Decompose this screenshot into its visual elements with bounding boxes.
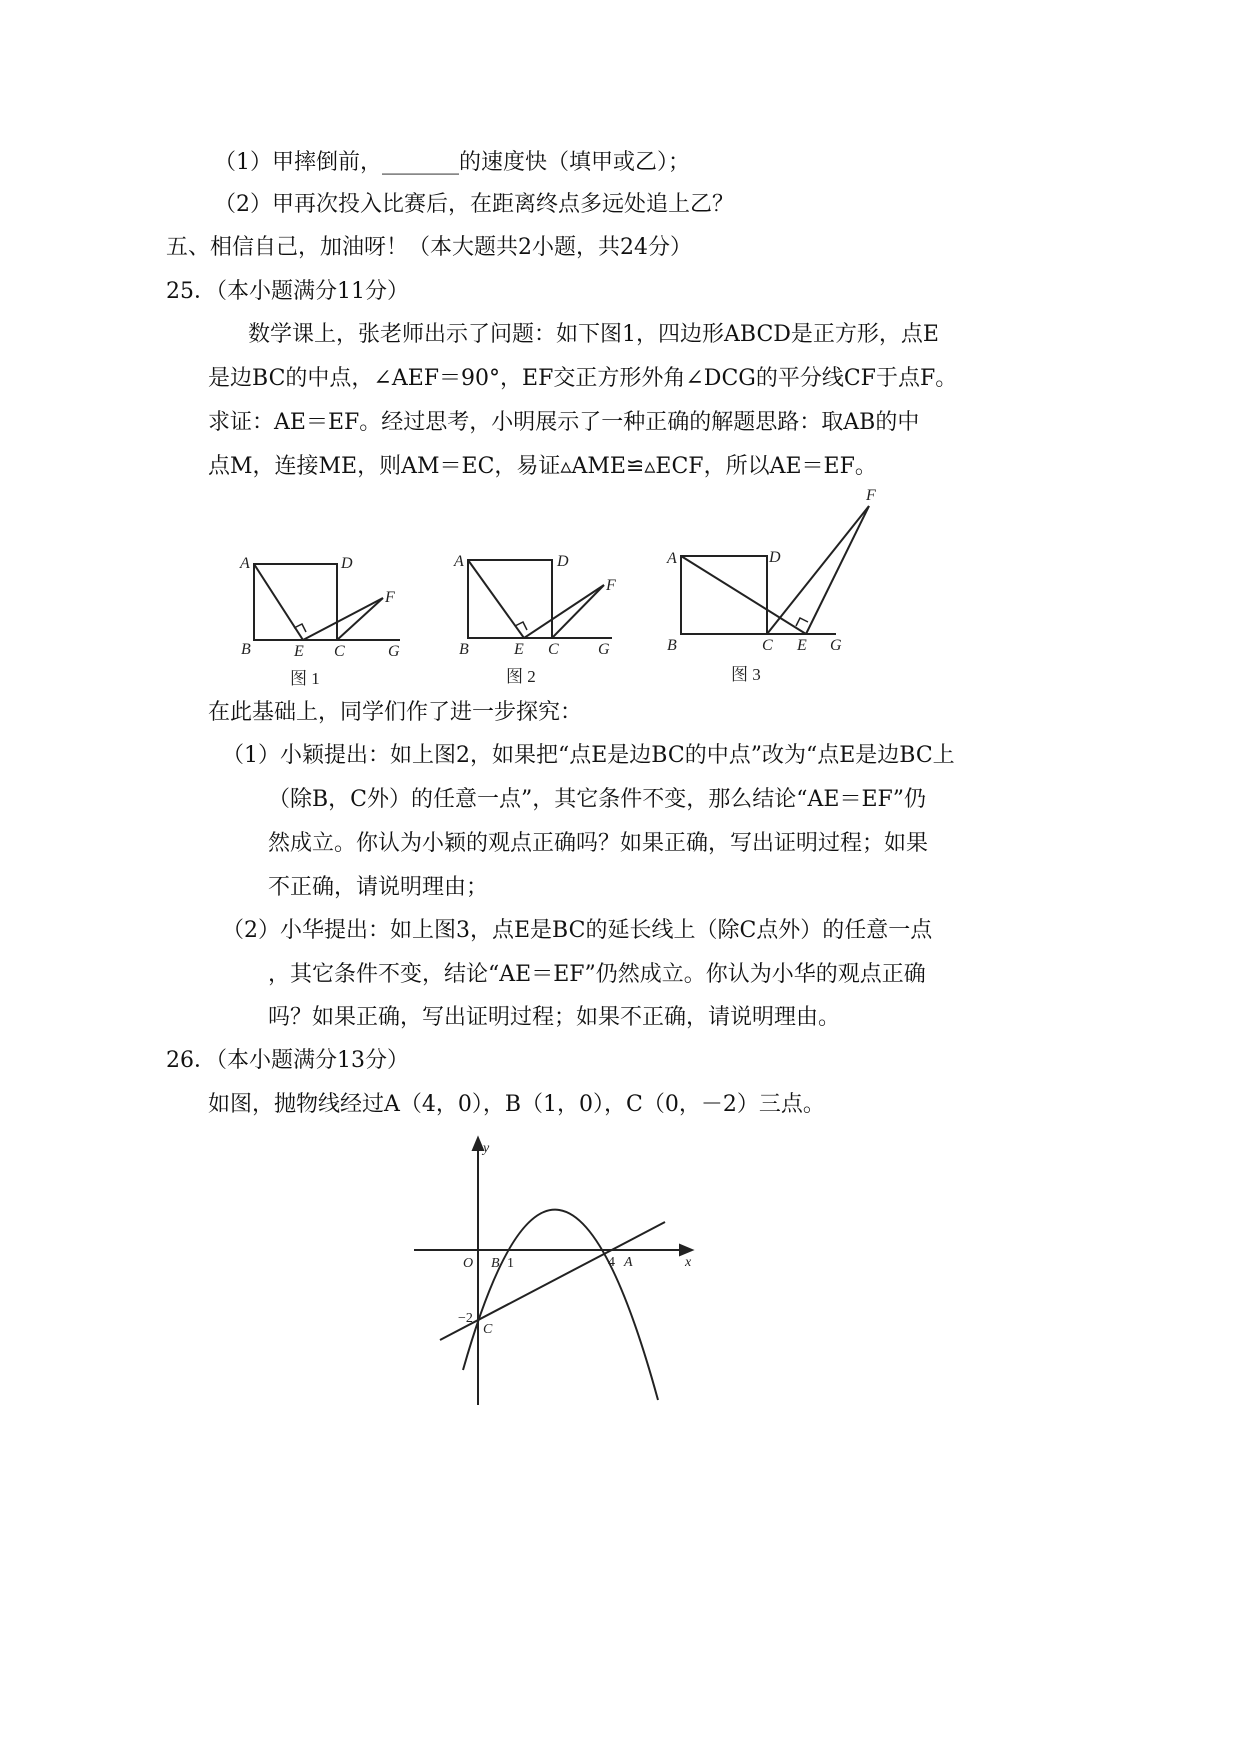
q25-part2-line-3: 吗？如果正确，写出证明过程；如果不正确，请说明理由。 (268, 1005, 841, 1030)
x-axis-label: x (685, 1255, 692, 1270)
q24-sub1: （1）甲摔倒前，_______的速度快（填甲或乙）； (214, 150, 690, 175)
fig1-label-f: F (385, 589, 395, 606)
fig2-label-a: A (454, 553, 464, 570)
fig3-caption: 图 3 (731, 665, 761, 684)
fig2-label-g: G (598, 641, 610, 658)
point-c-label: C (483, 1322, 493, 1337)
fig2-label-b: B (459, 641, 469, 658)
fig1-caption: 图 1 (290, 669, 320, 688)
fig2-label-f: F (606, 577, 616, 594)
fig3-label-b: B (667, 637, 677, 654)
point-a-label: A (624, 1255, 633, 1270)
fig1-label-a: A (240, 555, 250, 572)
point-b-label: B (491, 1256, 500, 1271)
fig3-label-c: C (762, 637, 773, 654)
q24-sub2: （2）甲再次投入比赛后，在距离终点多远处追上乙？ (214, 192, 734, 217)
q25-part1-line-1: （1）小颖提出：如上图2，如果把“点E是边BC的中点”改为“点E是边BC上 (222, 743, 955, 768)
q26-intro: 如图，抛物线经过A（4，0），B（1，0），C（0，－2）三点。 (208, 1092, 825, 1117)
q25-intro-line-1: 数学课上，张老师出示了问题：如下图1，四边形ABCD是正方形，点E (248, 322, 939, 347)
q25-intro-line-4: 点M，连接ME，则AM＝EC，易证▵AME≌▵ECF，所以AE＝EF。 (208, 454, 877, 479)
tick-label-neg2: −2 (458, 1311, 473, 1326)
q25-part1-line-2: （除B，C外）的任意一点”，其它条件不变，那么结论“AE＝EF”仍 (268, 787, 927, 812)
fig3-label-a: A (667, 550, 677, 567)
fig1-label-b: B (241, 641, 251, 658)
fig3-label-e: E (797, 637, 807, 654)
q25-part1-line-3: 然成立。你认为小颖的观点正确吗？如果正确，写出证明过程；如果 (268, 831, 929, 856)
parabola (463, 1210, 658, 1400)
fig1-label-c: C (334, 643, 345, 660)
q25-part2-line-1: （2）小华提出：如上图3，点E是BC的延长线上（除C点外）的任意一点 (222, 918, 933, 943)
q25-part2-line-2: ，其它条件不变，结论“AE＝EF”仍然成立。你认为小华的观点正确 (268, 962, 926, 987)
fig3-label-g: G (830, 637, 842, 654)
tick-label-1: 1 (507, 1256, 514, 1271)
fig1-label-e: E (294, 643, 304, 660)
fig2-caption: 图 2 (506, 667, 536, 686)
y-axis-arrow (473, 1138, 483, 1150)
q25-number: 25．（本小题满分11分） (166, 279, 409, 304)
fig1-label-d: D (341, 555, 353, 572)
q25-part1-line-4: 不正确，请说明理由； (268, 875, 489, 900)
fig2-label-c: C (548, 641, 559, 658)
q25-followup: 在此基础上，同学们作了进一步探究： (208, 700, 583, 725)
y-axis-label: y (483, 1141, 490, 1156)
fig3-label-d: D (769, 549, 781, 566)
fig2-label-e: E (514, 641, 524, 658)
fig2-label-d: D (557, 553, 569, 570)
q26-number: 26．（本小题满分13分） (166, 1048, 409, 1073)
x-axis-arrow (680, 1245, 692, 1255)
fig1-label-g: G (388, 643, 400, 660)
q25-intro-line-3: 求证：AE＝EF。经过思考，小明展示了一种正确的解题思路：取AB的中 (208, 410, 920, 435)
q25-intro-line-2: 是边BC的中点，∠AEF＝90°，EF交正方形外角∠DCG的平分线CF于点F。 (208, 366, 958, 391)
section-heading: 五、相信自己，加油呀！（本大题共2小题，共24分） (166, 235, 692, 260)
tick-label-4: 4 (608, 1255, 615, 1270)
line-ac (440, 1222, 665, 1340)
fig3-label-f: F (866, 487, 876, 504)
origin-label: O (463, 1256, 474, 1271)
